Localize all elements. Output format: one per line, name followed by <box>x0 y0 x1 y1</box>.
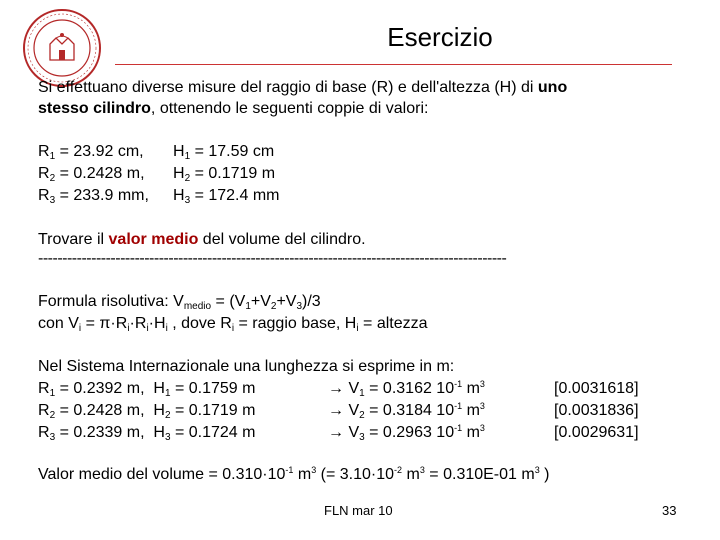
si-row-volume: → $V_3 = 0.2963$ $10^{-1}$ $m^3$ <box>328 423 485 443</box>
measurement-row-h: $H_3 = 172.4$ mm <box>173 187 280 206</box>
measurement-row: $R_2 = 0.2428$ m, <box>38 165 145 184</box>
title-divider <box>115 64 672 65</box>
arrow-icon: → <box>328 380 344 397</box>
measurement-row: $R_1 = 23.92$ cm, <box>38 143 144 162</box>
si-row-bracket: [0.0029631] <box>554 424 639 441</box>
page-number: 33 <box>662 503 677 518</box>
university-seal-icon <box>22 8 102 88</box>
formula-definition: con $V_i = \pi\cdot R_i\cdot R_i\cdot H_i$ , dove $R_i$ = raggio base, $H_i$ = altezza <box>38 315 428 334</box>
slide-title: Esercizio <box>387 22 493 52</box>
si-row-radius-height: $R_3 = 0.2339$ m, $H_3 = 0.1724$ m <box>38 424 256 443</box>
result-line: Valor medio del volume = $0.310\cdot 10^{-1}$ $m^3$ (= $3.10\cdot 10^{-2}$ $m^3 = 0.310E-01$ $m^3$ ) <box>38 465 550 483</box>
task-line: Trovare il valor medio del volume del cilindro. <box>38 231 366 248</box>
si-intro: Nel Sistema Internazionale una lunghezza si esprime in m: <box>38 358 455 375</box>
measurement-row: $R_3 = 233.9$ mm, <box>38 187 149 206</box>
si-row-radius-height: $R_2 = 0.2428$ m, $H_2 = 0.1719$ m <box>38 402 256 421</box>
footer-label: FLN mar 10 <box>324 503 393 518</box>
arrow-icon: → <box>328 402 344 419</box>
measurement-row-h: $H_1 = 17.59$ cm <box>173 143 275 162</box>
measurement-row-h: $H_2 = 0.1719$ m <box>173 165 276 184</box>
intro-line-2: stesso cilindro, ottenendo le seguenti coppie di valori: <box>38 100 429 117</box>
formula-line: Formula risolutiva: $V_{medio} = (V_1+V_2+V_3)/3$ <box>38 293 321 312</box>
arrow-icon: → <box>328 424 344 441</box>
si-row-bracket: [0.0031618] <box>554 380 639 397</box>
si-row-volume: → $V_2 = 0.3184$ $10^{-1}$ $m^3$ <box>328 401 485 421</box>
intro-line-1: Si effettuano diverse misure del raggio di base (R) e dell'altezza (H) di uno <box>38 79 568 96</box>
si-row-bracket: [0.0031836] <box>554 402 639 419</box>
si-row-volume: → $V_1 = 0.3162$ $10^{-1}$ $m^3$ <box>328 379 485 399</box>
si-row-radius-height: $R_1 = 0.2392$ m, $H_1 = 0.1759$ m <box>38 380 256 399</box>
dashed-separator: ------------------------------------------------------------------------------------------------- <box>38 250 507 267</box>
